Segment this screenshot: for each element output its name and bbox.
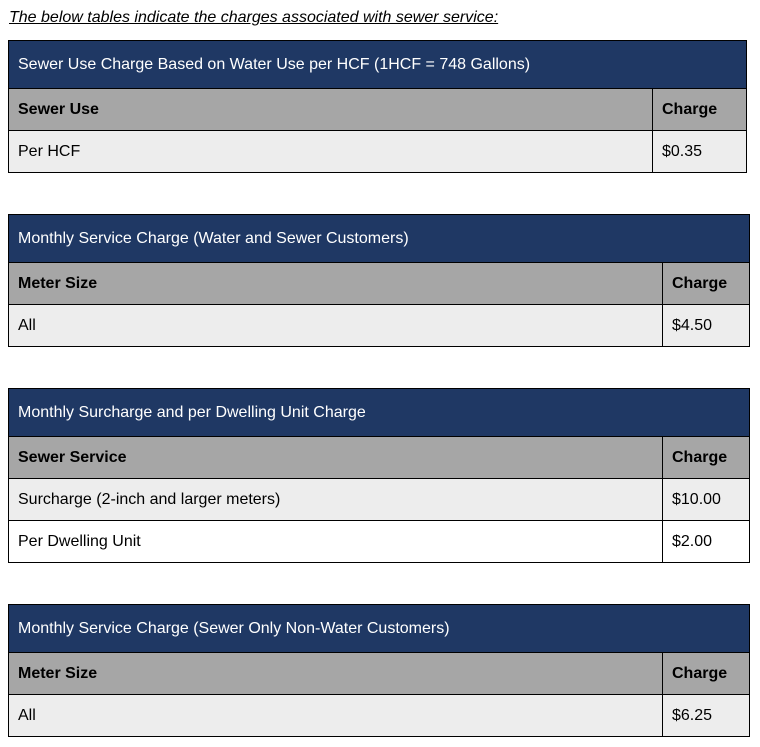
- column-header-item: Meter Size: [9, 653, 663, 695]
- table-row: [9, 521, 750, 563]
- row-charge: $2.00: [663, 521, 750, 563]
- column-header-charge: Charge: [663, 653, 750, 695]
- table-row: [9, 305, 750, 347]
- sewer-only-service-charge-table: [8, 604, 750, 737]
- water-sewer-service-charge-table: [8, 214, 750, 347]
- surcharge-dwelling-unit-table: [8, 388, 750, 563]
- intro-text: The below tables indicate the charges associated with sewer service:: [9, 9, 499, 26]
- row-charge: $4.50: [663, 305, 750, 347]
- column-header-item: Sewer Use: [9, 89, 653, 131]
- column-header-charge: Charge: [663, 263, 750, 305]
- row-label: All: [9, 305, 663, 347]
- row-charge: $6.25: [663, 695, 750, 737]
- column-header-item: Meter Size: [9, 263, 663, 305]
- row-charge: $10.00: [663, 479, 750, 521]
- row-label: Surcharge (2-inch and larger meters): [9, 479, 663, 521]
- row-label: All: [9, 695, 663, 737]
- table-row: [9, 695, 750, 737]
- table-title: Monthly Service Charge (Sewer Only Non-Water Customers): [9, 605, 750, 653]
- column-header-item: Sewer Service: [9, 437, 663, 479]
- row-charge: $0.35: [653, 131, 747, 173]
- table-title: Monthly Service Charge (Water and Sewer Customers): [9, 215, 750, 263]
- column-header-charge: Charge: [663, 437, 750, 479]
- table-row: [9, 479, 750, 521]
- sewer-use-charge-table: [8, 40, 747, 173]
- column-header-charge: Charge: [653, 89, 747, 131]
- row-label: Per Dwelling Unit: [9, 521, 663, 563]
- table-title: Sewer Use Charge Based on Water Use per HCF (1HCF = 748 Gallons): [9, 41, 747, 89]
- table-title: Monthly Surcharge and per Dwelling Unit Charge: [9, 389, 750, 437]
- row-label: Per HCF: [9, 131, 653, 173]
- table-row: [9, 131, 747, 173]
